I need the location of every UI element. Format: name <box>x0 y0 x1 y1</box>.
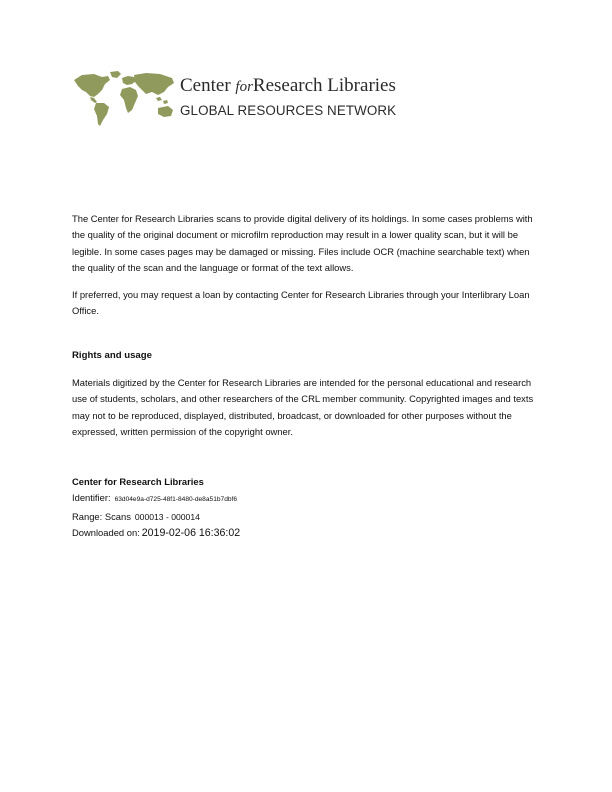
intro-text <box>72 211 542 329</box>
range-value: 000013 - 000014 <box>134 511 200 522</box>
metadata-block <box>72 474 240 542</box>
logo-tagline: GLOBAL RESOURCES NETWORK <box>180 103 397 118</box>
rights-text: Materials digitized by the Center for Research Libraries are intended for the personal educational and research use of students, scholars, and other researchers of the CRL member community. Copyrighted images and texts may not to be reproduced, displayed, distributed, broadcast, or downloaded for other purposes without the expressed, written permission of the copyright owner. <box>72 377 534 438</box>
logo-name-for: for <box>235 79 253 95</box>
identifier-label: Identifier: <box>72 492 111 504</box>
downloaded-label: Downloaded on: <box>72 527 140 539</box>
crl-logo <box>72 70 402 130</box>
intro-paragraph-1: The Center for Research Libraries scans to provide digital delivery of its holdings. In some cases problems with the quality of the original document or microfilm reproduction may result in a lower quality scan, but it will be legible. In some cases pages may be damaged or missing. Files include OCR (machine searchable text) when the quality of the scan and the language or format of the text allows. <box>72 213 533 274</box>
world-map-icon <box>72 70 176 128</box>
logo-name-part1: Center <box>180 75 231 96</box>
logo-name <box>180 75 396 97</box>
downloaded-value: 2019-02-06 16:36:02 <box>141 527 241 540</box>
identifier-row <box>72 490 240 508</box>
metadata-org: Center for Research Libraries <box>72 476 204 487</box>
downloaded-row <box>72 525 240 541</box>
logo-name-part2: Research Libraries <box>252 75 396 96</box>
rights-heading: Rights and usage <box>72 350 152 361</box>
range-label: Range: Scans <box>72 510 131 522</box>
intro-paragraph-2: If preferred, you may request a loan by contacting Center for Research Libraries through your Interlibrary Loan Office. <box>72 288 530 317</box>
range-row <box>72 509 240 525</box>
identifier-value: 63d04e9a-d725-48f1-8480-de8a51b7dbf6 <box>114 496 238 504</box>
